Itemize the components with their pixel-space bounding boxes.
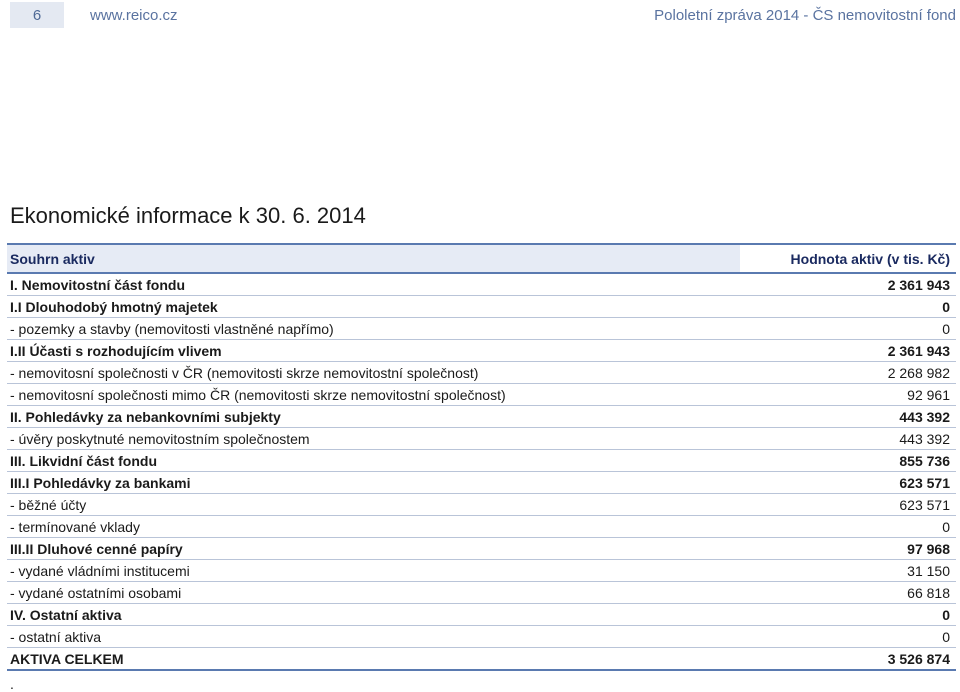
- column-header-assets: Souhrn aktiv: [7, 245, 740, 272]
- row-value: 443 392: [899, 408, 950, 425]
- table-row: [7, 582, 956, 604]
- row-value: 0: [942, 628, 950, 645]
- table-row: [7, 604, 956, 626]
- row-value: 3 526 874: [887, 650, 950, 667]
- row-label: - úvěry poskytnuté nemovitostním společnostem: [10, 430, 310, 447]
- table-row: [7, 560, 956, 582]
- row-label: - vydané vládními institucemi: [10, 562, 190, 579]
- row-value: 31 150: [907, 562, 950, 579]
- table-row: [7, 626, 956, 648]
- table-row: [7, 472, 956, 494]
- row-value: 0: [942, 518, 950, 535]
- column-header-value: Hodnota aktiv (v tis. Kč): [790, 250, 950, 267]
- row-value: 2 361 943: [887, 276, 950, 293]
- row-label: AKTIVA CELKEM: [10, 650, 124, 667]
- row-label: IV. Ostatní aktiva: [10, 606, 122, 623]
- row-label: - pozemky a stavby (nemovitosti vlastněné napřímo): [10, 320, 334, 337]
- row-value: 855 736: [899, 452, 950, 469]
- row-value: 2 361 943: [887, 342, 950, 359]
- table-row: [7, 450, 956, 472]
- row-value: 623 571: [899, 496, 950, 513]
- table-row: [7, 318, 956, 340]
- table-row: [7, 296, 956, 318]
- row-label: III.I Pohledávky za bankami: [10, 474, 191, 491]
- table-row: [7, 362, 956, 384]
- row-value: 0: [942, 320, 950, 337]
- table-row: [7, 428, 956, 450]
- table-header: [7, 245, 956, 274]
- row-value: 623 571: [899, 474, 950, 491]
- row-label: - ostatní aktiva: [10, 628, 102, 645]
- table-row: [7, 516, 956, 538]
- table-row-total: [7, 648, 956, 671]
- table-row: [7, 494, 956, 516]
- row-value: 0: [942, 298, 950, 315]
- row-label: I.II Účasti s rozhodujícím vlivem: [10, 342, 222, 359]
- page-header: [10, 2, 956, 28]
- table-body: [7, 274, 956, 648]
- row-value: 97 968: [907, 540, 950, 557]
- row-label: - termínované vklady: [10, 518, 140, 535]
- row-value: 443 392: [899, 430, 950, 447]
- row-label: II. Pohledávky za nebankovními subjekty: [10, 408, 281, 425]
- website-link[interactable]: www.reico.cz: [90, 6, 178, 24]
- assets-summary-table: [7, 243, 956, 671]
- row-label: III.II Dluhové cenné papíry: [10, 540, 183, 557]
- table-row: [7, 340, 956, 362]
- footer-dot: .: [10, 676, 14, 692]
- row-value: 92 961: [907, 386, 950, 403]
- row-label: I. Nemovitostní část fondu: [10, 276, 186, 293]
- row-label: - běžné účty: [10, 496, 87, 513]
- row-label: I.I Dlouhodobý hmotný majetek: [10, 298, 218, 315]
- row-label: - nemovitosní společnosti v ČR (nemovitosti skrze nemovitostní společnost): [10, 364, 479, 381]
- section-heading: Ekonomické informace k 30. 6. 2014: [10, 203, 366, 228]
- row-value: 2 268 982: [887, 364, 950, 381]
- table-row: [7, 274, 956, 296]
- row-value: 66 818: [907, 584, 950, 601]
- table-row: [7, 406, 956, 428]
- document-title: Pololetní zpráva 2014 - ČS nemovitostní fond: [654, 6, 956, 24]
- page-number: 6: [10, 2, 64, 28]
- row-label: III. Likvidní část fondu: [10, 452, 158, 469]
- table-row: [7, 384, 956, 406]
- table-row: [7, 538, 956, 560]
- row-value: 0: [942, 606, 950, 623]
- row-label: - vydané ostatními osobami: [10, 584, 182, 601]
- row-label: - nemovitosní společnosti mimo ČR (nemovitosti skrze nemovitostní společnost): [10, 386, 506, 403]
